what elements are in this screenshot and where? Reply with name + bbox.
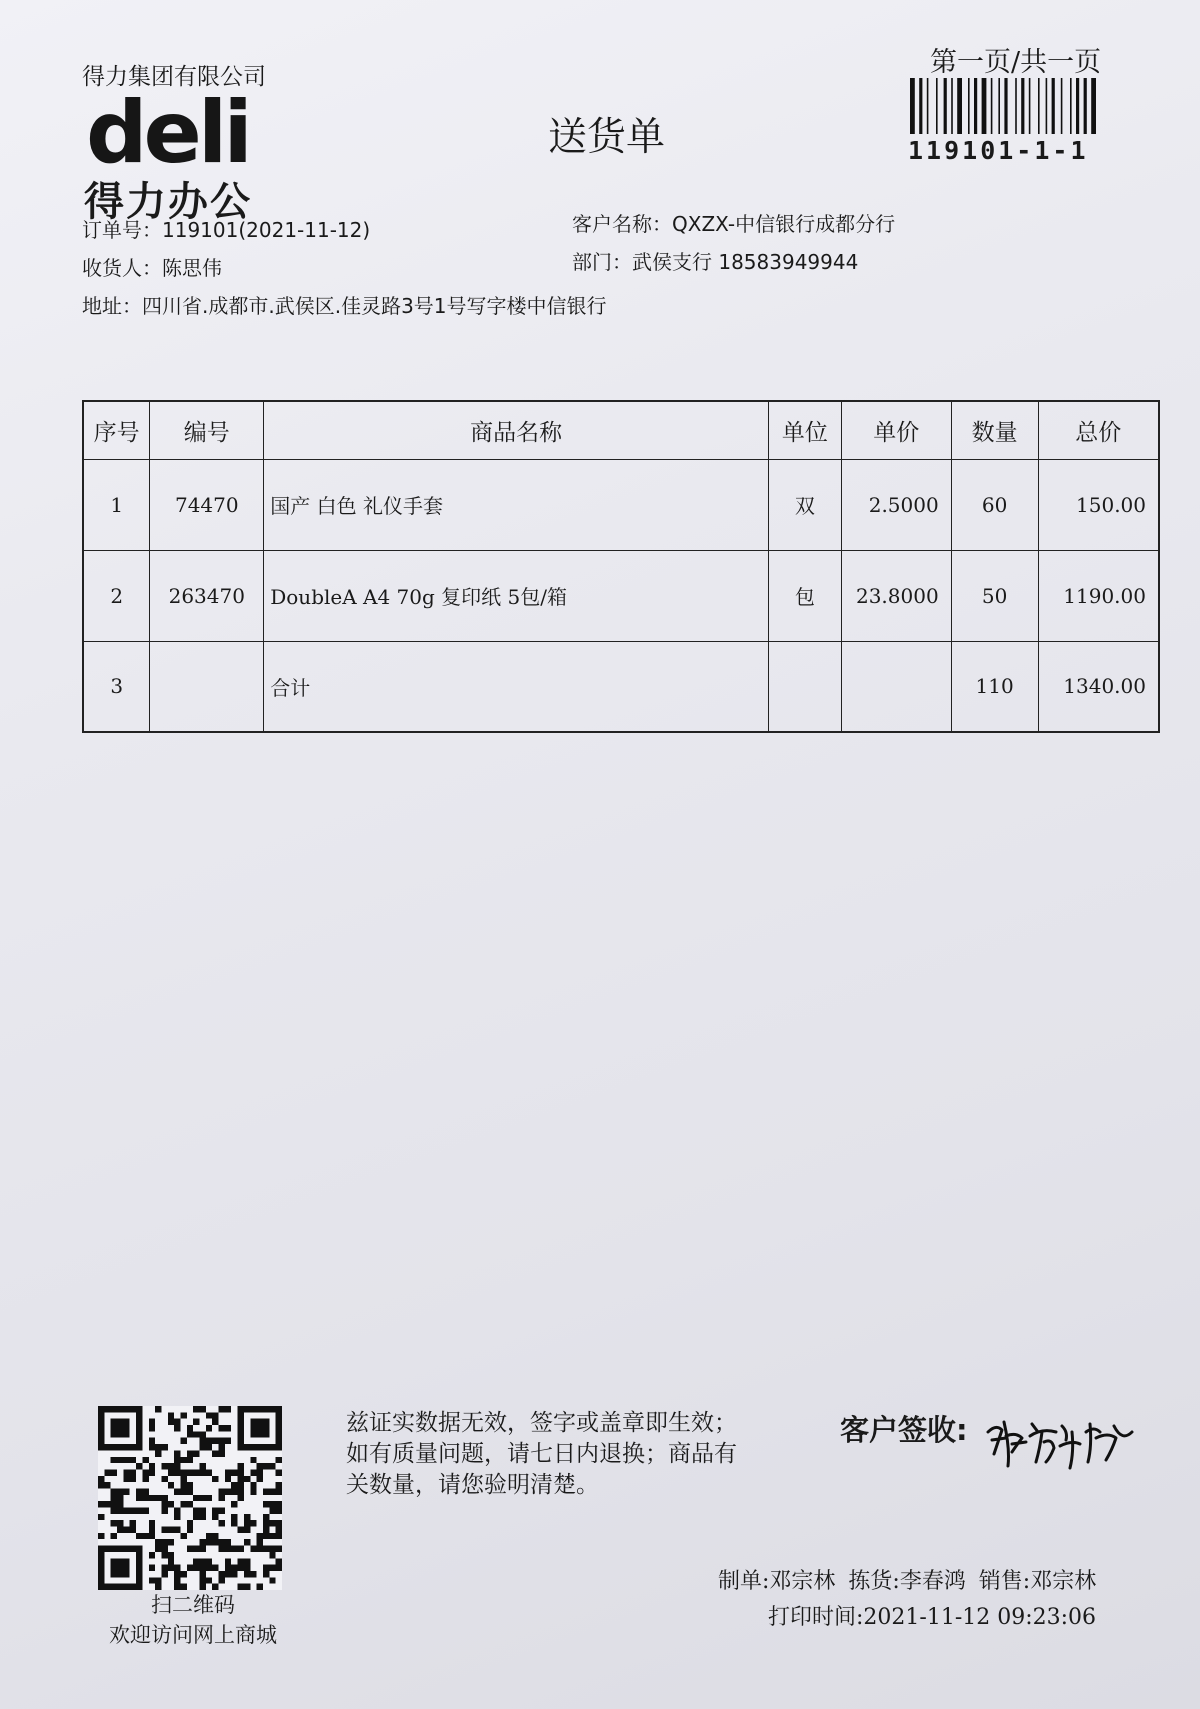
table-row (83, 550, 1159, 641)
cell-total: 150.00 (1038, 459, 1159, 550)
cell-seq: 3 (83, 641, 150, 732)
cell-seq: 1 (83, 459, 150, 550)
cell-unit-price (841, 641, 951, 732)
barcode-icon (908, 78, 1118, 134)
cell-unit-price: 2.5000 (841, 459, 951, 550)
cell-product-name: 合计 (264, 641, 769, 732)
qr-code-icon (98, 1406, 282, 1590)
customer-sign-label: 客户签收: (840, 1413, 968, 1447)
table-header-row (83, 401, 1159, 459)
header-seq: 序号 (83, 401, 150, 459)
table-total-row (83, 641, 1159, 732)
customer-name: 客户名称：QXZX-中信银行成都分行 (572, 212, 896, 236)
qr-caption-line-1: 扫二维码 (151, 1593, 235, 1617)
staff-line: 制单:邓宗林 拣货:李春鸿 销售:邓宗林 (718, 1569, 1097, 1594)
cell-product-name: DoubleA A4 70g 复印纸 5包/箱 (264, 550, 769, 641)
cell-unit: 双 (768, 459, 841, 550)
cell-code: 263470 (150, 550, 264, 641)
barcode-number: 119101-1-1 (908, 136, 1089, 165)
cell-code (150, 641, 264, 732)
cell-quantity: 110 (951, 641, 1038, 732)
deli-logo: deli (86, 83, 249, 183)
cell-total: 1340.00 (1038, 641, 1159, 732)
logo-subtitle: 得力办公 (84, 179, 252, 225)
cell-quantity: 60 (951, 459, 1038, 550)
document-title: 送货单 (548, 115, 666, 160)
company-name: 得力集团有限公司 (82, 64, 266, 90)
qr-caption-line-2: 欢迎访问网上商城 (109, 1623, 277, 1647)
cell-quantity: 50 (951, 550, 1038, 641)
receiver: 收货人：陈思伟 (82, 256, 222, 280)
print-time: 打印时间:2021-11-12 09:23:06 (768, 1605, 1097, 1630)
table-row (83, 459, 1159, 550)
cell-seq: 2 (83, 550, 150, 641)
address: 地址：四川省.成都市.武侯区.佳灵路3号1号写字楼中信银行 (82, 294, 607, 318)
department: 部门：武侯支行 18583949944 (572, 250, 859, 274)
header-unit: 单位 (768, 401, 841, 459)
handwritten-signature (982, 1402, 1142, 1476)
order-number: 订单号：119101(2021-11-12) (82, 218, 371, 242)
page-indicator: 第一页/共一页 (930, 47, 1102, 78)
header-total: 总价 (1038, 401, 1159, 459)
cell-unit: 包 (768, 550, 841, 641)
notice-text: 兹证实数据无效，签字或盖章即生效；如有质量问题，请七日内退换；商品有关数量，请您验明清楚。 (346, 1410, 737, 1498)
cell-unit-price: 23.8000 (841, 550, 951, 641)
header-quantity: 数量 (951, 401, 1038, 459)
header-product-name: 商品名称 (264, 401, 769, 459)
cell-code: 74470 (150, 459, 264, 550)
items-table (82, 400, 1160, 733)
cell-unit (768, 641, 841, 732)
cell-total: 1190.00 (1038, 550, 1159, 641)
qr-caption (88, 1590, 298, 1650)
cell-product-name: 国产 白色 礼仪手套 (264, 459, 769, 550)
header-unit-price: 单价 (841, 401, 951, 459)
header-code: 编号 (150, 401, 264, 459)
